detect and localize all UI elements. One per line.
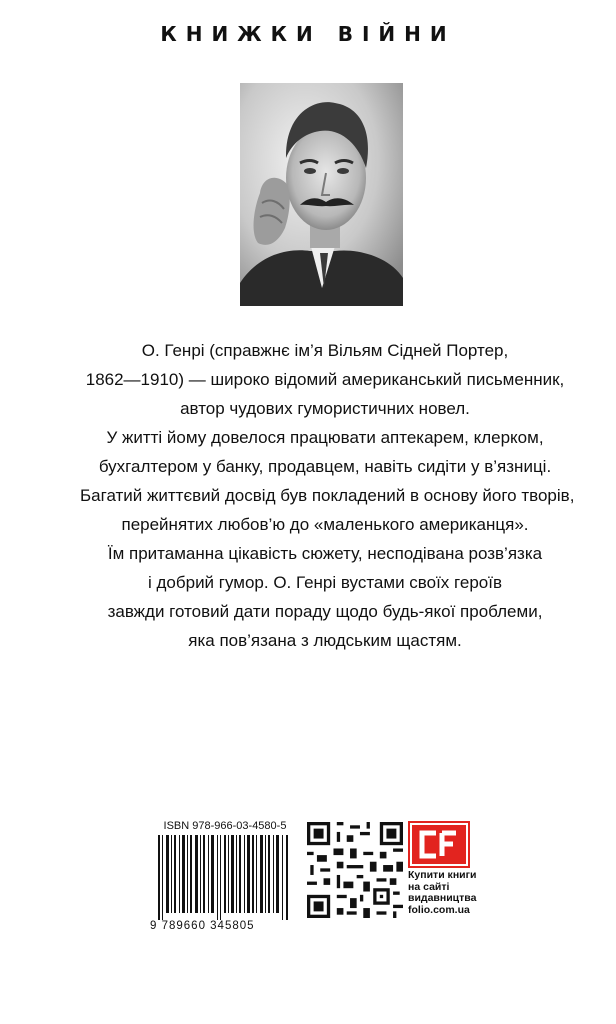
shop-line: видавництва: [408, 892, 477, 904]
barcode-digits: 9 789660 345805: [150, 920, 255, 932]
blurb-line: перейнятих любов’ю до «маленького американця».: [121, 515, 529, 534]
blurb-line: О. Генрі (справжнє ім’я Вільям Сідней Портер,: [141, 341, 509, 360]
shop-line: Купити книги: [408, 869, 477, 881]
blurb-line: 1862—1910) — широко відомий американський письменник,: [85, 370, 565, 389]
blurb-line: автор чудових гумористичних новел.: [180, 399, 470, 418]
blurb-line: і добрий гумор. О. Генрі вустами своїх героїв: [148, 573, 502, 592]
isbn-label: ISBN 978-966-03-4580-5: [163, 820, 287, 832]
author-blurb: [80, 336, 575, 655]
barcode-icon: [152, 835, 298, 920]
blurb-line: бухгалтером у банку, продавцем, навіть сидіти у в’язниці.: [98, 457, 552, 476]
blurb-line: Їм притаманна цікавість сюжету, несподівана розв’язка: [107, 544, 543, 563]
shop-info: [408, 870, 498, 916]
author-portrait: [240, 83, 403, 306]
blurb-line: яка пов’язана з людським щастям.: [188, 631, 462, 650]
blurb-line: У житті йому довелося працювати аптекарем, клерком,: [106, 428, 544, 447]
shop-line: на сайті: [408, 880, 450, 893]
blurb-line: завжди готовий дати пораду щодо будь-якої проблеми,: [107, 602, 543, 621]
blurb-line: Багатий життєвий досвід був покладений в основу його творів,: [80, 486, 575, 505]
shop-link[interactable]: folio.com.ua: [408, 903, 470, 916]
author-portrait-image: [240, 83, 403, 306]
folio-logo-icon: [408, 821, 470, 868]
qr-code-icon: [307, 822, 403, 918]
series-title: КНИЖКИ ВІЙНИ: [160, 22, 456, 46]
